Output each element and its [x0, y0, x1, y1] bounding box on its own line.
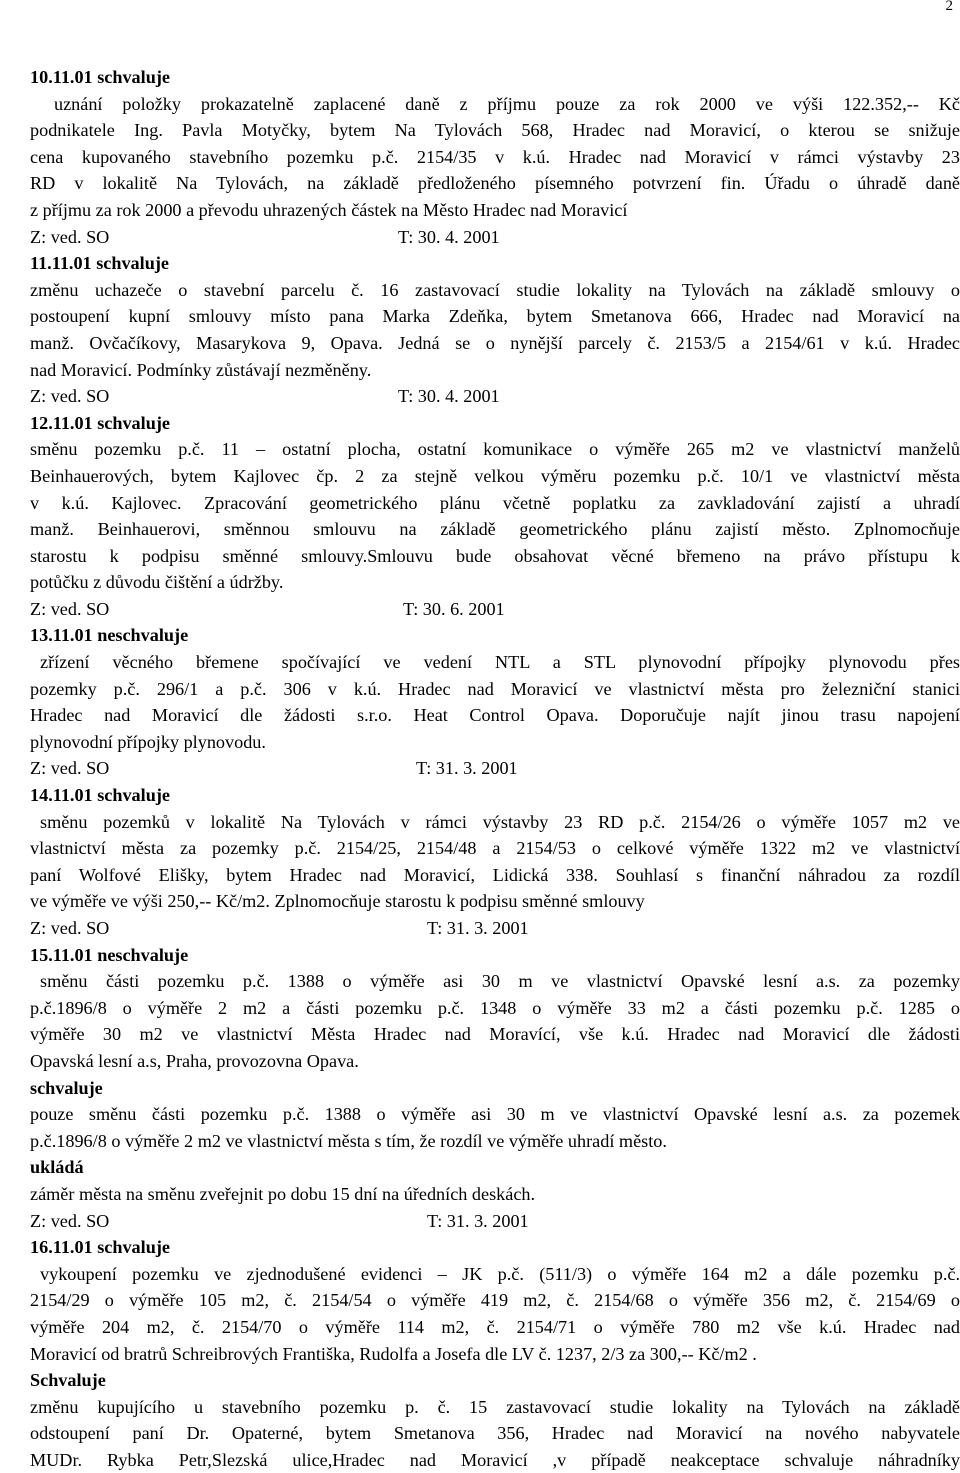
heading-text: 13.11.01 neschvaluje: [30, 625, 189, 646]
line-text: změnu kupujícího u stavebního pozemku p. č. 15 zastavovací studie lokality na Tylovách na základě: [30, 1396, 960, 1417]
line-text: Z: ved. SO: [30, 386, 110, 407]
deadline-text: T: 30. 6. 2001: [403, 598, 505, 619]
line-text: p.č.1896/8 o výměře 2 m2 a části pozemku p.č. 1348 o výměře 33 m2 a části pozemku p.č. 1285 o: [30, 997, 960, 1018]
line-text: pouze směnu části pozemku p.č. 1388 o výměře asi 30 m ve vlastnictví Opavské lesní a.s. za pozemek: [30, 1104, 960, 1125]
text-line: [30, 516, 960, 543]
text-line: [30, 809, 960, 836]
line-text: manž. Beinhauerovi, směnnou smlouvu na základě geometrického plánu zajistí město. Zplnomocňuje: [30, 519, 960, 540]
heading-text: ukládá: [30, 1157, 84, 1178]
text-line: [30, 569, 960, 596]
line-text: Z: ved. SO: [30, 1210, 110, 1231]
text-line: [30, 729, 960, 756]
text-line: [30, 1261, 960, 1288]
text-line: [30, 1181, 960, 1208]
line-text: potůčku z důvodu čištění a údržby.: [30, 572, 284, 593]
line-text: 2154/29 o výměře 105 m2, č. 2154/54 o výměře 419 m2, č. 2154/68 o výměře 356 m2, č. 2154/69 o: [30, 1290, 960, 1311]
resolution-heading: [30, 410, 960, 437]
line-text: zřízení věcného břemene spočívající ve vedení NTL a STL plynovodní přípojky plynovodu přes: [40, 652, 960, 673]
text-line: [30, 436, 960, 463]
resolution-heading: [30, 64, 960, 91]
line-text: Z: ved. SO: [30, 918, 110, 938]
line-text: odstoupení paní Dr. Opaterné, bytem Smetanova 356, Hradec nad Moravicí na nového nabyvatele: [30, 1423, 960, 1444]
text-line: [30, 543, 960, 570]
text-line: [30, 862, 960, 889]
line-text: starostu k podpisu směnné smlouvy.Smlouvu bude obsahovat věcné břemeno na právo přístupu k: [30, 545, 960, 566]
line-text: manž. Ovčačíkovy, Masarykova 9, Opava. Jedná se o nynější parcely č. 2153/5 a 2154/61 v k.ú. Hradec: [30, 332, 960, 353]
text-line: [30, 330, 960, 357]
line-text: Hradec nad Moravicí dle žádosti s.r.o. Heat Control Opava. Doporučuje najít jinou trasu napojení: [30, 705, 960, 726]
text-line: [30, 1341, 960, 1368]
heading-text: 12.11.01 schvaluje: [30, 412, 170, 433]
line-text: Z: ved. SO: [30, 598, 110, 619]
text-line: [30, 170, 960, 197]
deadline-text: T: 31. 3. 2001: [427, 918, 529, 938]
line-text: plynovodní přípojky plynovodu.: [30, 731, 266, 752]
line-text: z příjmu za rok 2000 a převodu uhrazených částek na Město Hradec nad Moravicí: [30, 199, 628, 220]
line-text: cena kupovaného stavebního pozemku p.č. 2154/35 v k.ú. Hradec nad Moravicí v rámci výstavby 23: [30, 146, 960, 167]
line-text: změnu uchazeče o stavební parcelu č. 16 zastavovací studie lokality na Tylovách na základě smlouvy o: [30, 279, 960, 300]
resolution-heading: [30, 1234, 960, 1261]
text-line: [30, 91, 960, 118]
text-line: [30, 144, 960, 171]
resolution-heading: [30, 942, 960, 969]
text-line: [30, 357, 960, 384]
line-text: Z: ved. SO: [30, 758, 110, 779]
line-text: směnu části pozemku p.č. 1388 o výměře asi 30 m ve vlastnictví Opavské lesní a.s. za pozemky: [40, 971, 960, 992]
text-line: [30, 490, 960, 517]
resolution-heading: [30, 1367, 960, 1394]
line-text: výměře 204 m2, č. 2154/70 o výměře 114 m2, č. 2154/71 o výměře 780 m2 vše k.ú. Hradec nad: [30, 1316, 960, 1337]
line-text: Moravicí od bratrů Schreibrových Františka, Rudolfa a Josefa dle LV č. 1237, 2/3 za 300,-- Kč/m2 .: [30, 1343, 757, 1364]
line-text: pozemky p.č. 296/1 a p.č. 306 v k.ú. Hradec nad Moravicí ve vlastnictví města pro železniční stanici: [30, 678, 960, 699]
heading-text: schvaluje: [30, 1077, 103, 1098]
text-line: [30, 1394, 960, 1421]
responsibility-line: [30, 596, 960, 623]
responsibility-line: [30, 1208, 960, 1235]
deadline-text: T: 31. 3. 2001: [427, 1210, 529, 1231]
line-text: vykoupení pozemku ve zjednodušené evidenci – JK p.č. (511/3) o výměře 164 m2 a dále pozemku p.č.: [40, 1263, 960, 1284]
line-text: nad Moravicí. Podmínky zůstávají nezměněny.: [30, 359, 372, 380]
line-text: Z: ved. SO: [30, 226, 110, 247]
line-text: směnu pozemku p.č. 11 – ostatní plocha, ostatní komunikace o výměře 265 m2 ve vlastnictví manželů: [30, 439, 960, 460]
line-text: MUDr. Rybka Petr,Slezská ulice,Hradec nad Moravicí ,v případě neakceptace schvaluje náhradníky: [30, 1449, 960, 1470]
line-text: Beinhauerových, bytem Kajlovec čp. 2 za stejně velkou výměru pozemku p.č. 10/1 ve vlastnictví města: [30, 465, 960, 486]
line-text: v k.ú. Kajlovec. Zpracování geometrického plánu včetně poplatku za zavkladování zajistí a uhradí: [30, 492, 960, 513]
line-text: směnu pozemků v lokalitě Na Tylovách v rámci výstavby 23 RD p.č. 2154/26 o výměře 1057 m2 ve: [40, 811, 960, 832]
text-line: [30, 463, 960, 490]
text-line: [30, 1101, 960, 1128]
deadline-text: T: 30. 4. 2001: [398, 226, 500, 247]
responsibility-line: [30, 224, 960, 251]
text-line: [30, 835, 960, 862]
responsibility-line: [30, 383, 960, 410]
heading-text: 11.11.01 schvaluje: [30, 253, 169, 274]
line-text: uznání položky prokazatelně zaplacené daně z příjmu pouze za rok 2000 ve výši 122.352,-- Kč: [54, 93, 960, 114]
heading-text: 14.11.01 schvaluje: [30, 785, 170, 806]
resolution-heading: [30, 1154, 960, 1181]
text-line: [30, 1021, 960, 1048]
line-text: vlastnictví města za pozemky p.č. 2154/25, 2154/48 a 2154/53 o celkové výměře 1322 m2 ve vlastnictví: [30, 838, 960, 859]
line-text: p.č.1896/8 o výměře 2 m2 ve vlastnictví města s tím, že rozdíl ve výměře uhradí město.: [30, 1130, 667, 1151]
resolution-heading: [30, 1075, 960, 1102]
text-line: [30, 702, 960, 729]
text-line: [30, 1048, 960, 1075]
deadline-text: T: 30. 4. 2001: [398, 386, 500, 407]
text-line: [30, 1287, 960, 1314]
line-text: ve výměře ve výši 250,-- Kč/m2. Zplnomocňuje starostu k podpisu směnné smlouvy: [30, 891, 645, 912]
resolution-heading: [30, 622, 960, 649]
line-text: postoupení kupní smlouvy místo pana Marka Zdeňka, bytem Smetanova 666, Hradec nad Moravicí na: [30, 306, 960, 327]
text-line: [30, 676, 960, 703]
deadline-text: T: 31. 3. 2001: [416, 758, 518, 779]
line-text: RD v lokalitě Na Tylovách, na základě předloženého písemného potvrzení fin. Úřadu o úhradě daně: [30, 173, 960, 194]
heading-text: Schvaluje: [30, 1370, 106, 1391]
text-line: [30, 1314, 960, 1341]
heading-text: 16.11.01 schvaluje: [30, 1237, 170, 1258]
text-line: [30, 1420, 960, 1447]
line-text: Opavská lesní a.s, Praha, provozovna Opava.: [30, 1050, 359, 1071]
text-line: [30, 888, 960, 915]
resolution-heading: [30, 782, 960, 809]
page-number: 2: [945, 0, 953, 14]
text-line: [30, 303, 960, 330]
text-line: [30, 968, 960, 995]
text-line: [30, 117, 960, 144]
resolution-heading: [30, 250, 960, 277]
line-text: paní Wolfové Elišky, bytem Hradec nad Moravicí, Lidická 338. Souhlasí s finanční náhradou za rozdíl: [30, 864, 960, 885]
responsibility-line: [30, 755, 960, 782]
heading-text: 10.11.01 schvaluje: [30, 67, 170, 87]
line-text: výměře 30 m2 ve vlastnictví Města Hradec nad Moravící, vše k.ú. Hradec nad Moravicí dle žádosti: [30, 1024, 960, 1045]
text-line: [30, 1447, 960, 1473]
text-line: [30, 277, 960, 304]
text-line: [30, 649, 960, 676]
text-line: [30, 995, 960, 1022]
text-line: [30, 1128, 960, 1155]
heading-text: 15.11.01 neschvaluje: [30, 944, 189, 965]
text-line: [30, 197, 960, 224]
responsibility-line: [30, 915, 960, 942]
line-text: podnikatele Ing. Pavla Motyčky, bytem Na Tylovách 568, Hradec nad Moravicí, o kterou se snižuje: [30, 120, 960, 141]
line-text: záměr města na směnu zveřejnit po dobu 15 dní na úředních deskách.: [30, 1183, 536, 1204]
document-body: [30, 64, 960, 1473]
